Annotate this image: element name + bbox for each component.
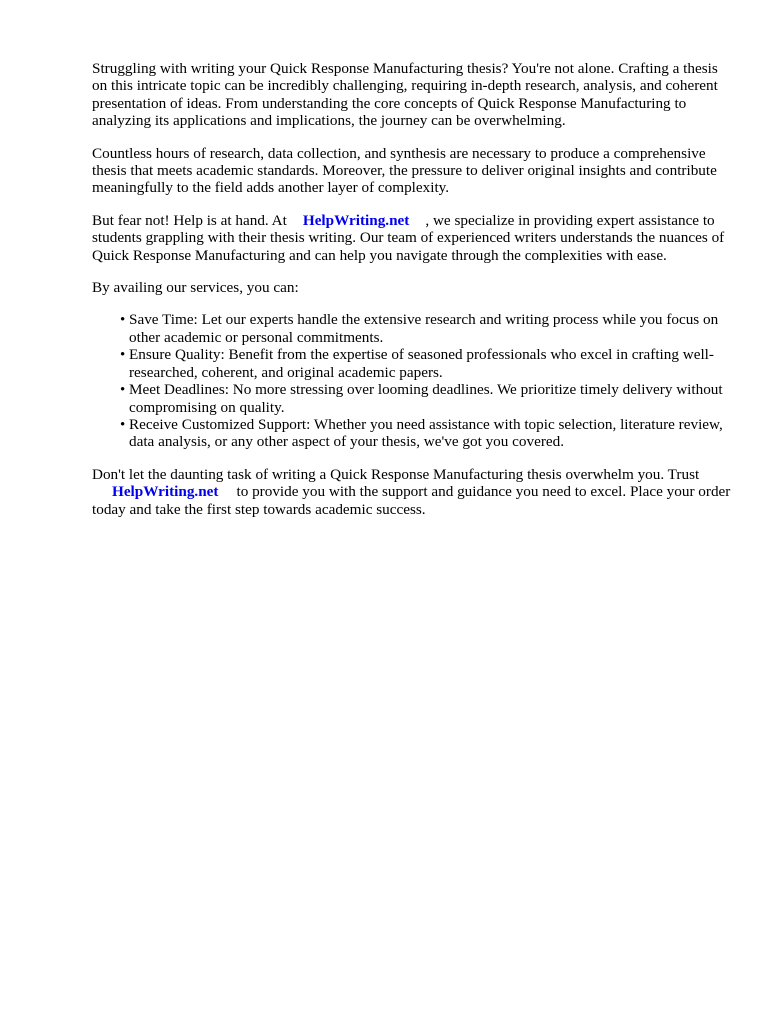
- list-item: [121, 346, 732, 381]
- list-item-text: Receive Customized Support: Whether you need assistance with topic selection, literature review, data analysis, or any other aspect of your thesis, we've got you covered.: [129, 415, 723, 451]
- closing-text-after: to provide you with the support and guidance you need to excel. Place your order today and take the first step towards academic success.: [92, 483, 731, 518]
- list-item-text: Save Time: Let our experts handle the extensive research and writing process while you focus on other academic or personal commitments.: [129, 311, 719, 346]
- bullet-icon: •: [120, 312, 126, 329]
- list-item-text: Ensure Quality: Benefit from the expertise of seasoned professionals who excel in crafting well-researched, coherent, and original academic papers.: [129, 346, 714, 381]
- help-paragraph: [92, 212, 732, 264]
- research-paragraph: Countless hours of research, data collection, and synthesis are necessary to produce a comprehensive thesis that meets academic standards. Moreover, the pressure to deliver original insights and contribute meaningfully to the field adds another layer of complexity.: [92, 144, 717, 197]
- list-item: [121, 416, 732, 451]
- bullet-icon: •: [120, 347, 126, 364]
- services-list: [92, 311, 732, 450]
- list-item: [121, 381, 732, 416]
- intro-paragraph: Struggling with writing your Quick Response Manufacturing thesis? You're not alone. Crafting a thesis on this intricate topic can be incredibly challenging, requiring in-depth research, analysis, and coherent presentation of ideas. From understanding the core concepts of Quick Response Manufacturing to analyzing its applications and implications, the journey can be overwhelming.: [92, 60, 718, 130]
- help-text-before: But fear not! Help is at hand. At: [92, 211, 287, 229]
- document-page: [92, 60, 732, 533]
- list-item: [121, 311, 732, 346]
- bullet-icon: •: [120, 382, 126, 399]
- helpwriting-link[interactable]: HelpWriting.net: [302, 211, 410, 229]
- help-text-after: , we specialize in providing expert assistance to students grappling with their thesis writing. Our team of experienced writers understands the nuances of Quick Response Manufacturing and can help you navigate through the complexities with ease.: [92, 211, 725, 264]
- list-item-text: Meet Deadlines: No more stressing over looming deadlines. We prioritize timely delivery without compromising on quality.: [129, 381, 723, 416]
- closing-text-before: Don't let the daunting task of writing a Quick Response Manufacturing thesis overwhelm you. Trust: [92, 465, 700, 483]
- helpwriting-link-closing[interactable]: HelpWriting.net: [112, 483, 219, 501]
- closing-paragraph: [92, 466, 732, 518]
- bullet-icon: •: [120, 416, 126, 433]
- services-intro: By availing our services, you can:: [92, 279, 299, 297]
